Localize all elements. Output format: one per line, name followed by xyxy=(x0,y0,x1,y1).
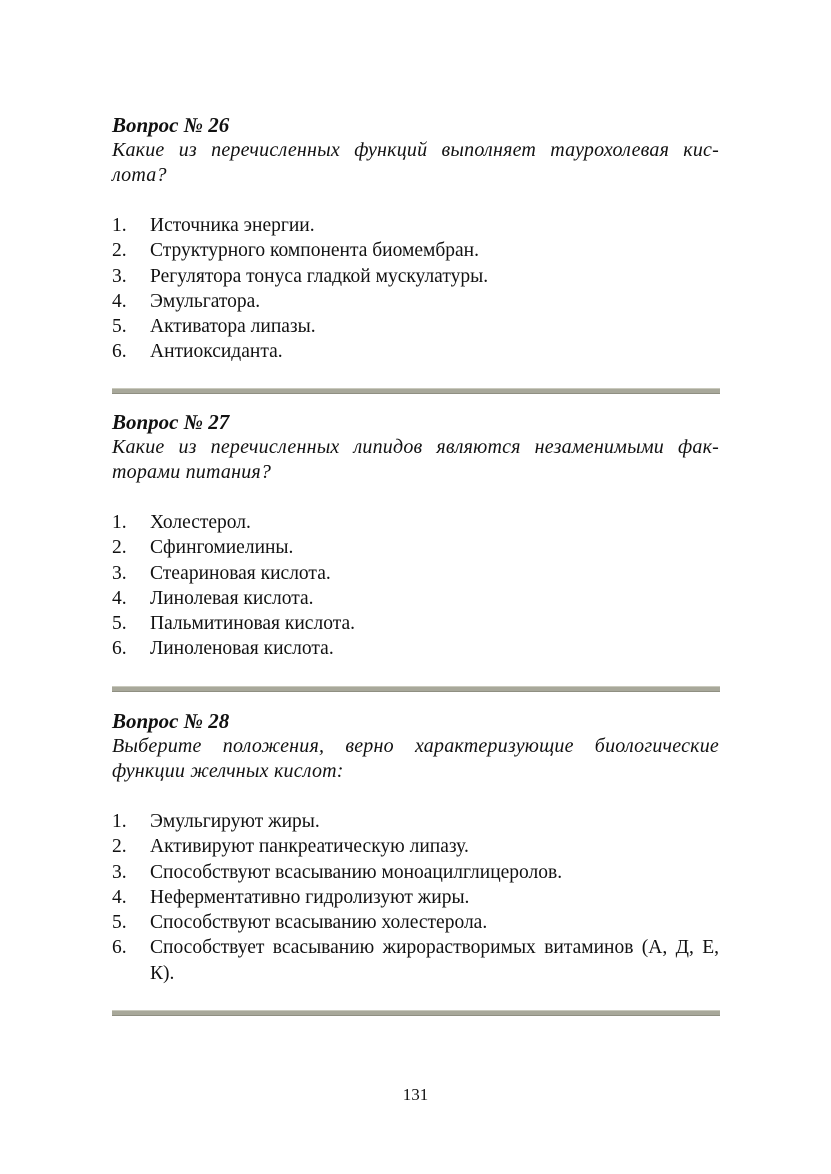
answer-number: 2. xyxy=(112,836,127,858)
question-title: Вопрос № 28 xyxy=(112,709,230,733)
answer-number: 3. xyxy=(112,562,127,584)
answer-item xyxy=(112,611,719,636)
answer-text: Источника энергии. xyxy=(150,215,315,236)
answer-text: Пальмитиновая кислота. xyxy=(150,613,355,635)
section-divider xyxy=(112,388,720,394)
question-text: Какие из перечисленных функций выполняет таурохолевая кис-лота? xyxy=(112,139,719,186)
answer-item xyxy=(112,809,719,834)
question-title: Вопрос № 26 xyxy=(112,113,230,137)
question-28 xyxy=(112,708,719,986)
answer-item xyxy=(112,289,719,314)
answer-text: Способствует всасыванию жирорастворимых витаминов (А, Д, Е, К). xyxy=(150,937,719,984)
answer-item xyxy=(112,586,719,611)
answer-item xyxy=(112,238,719,263)
answer-item xyxy=(112,314,719,339)
answer-item xyxy=(112,834,719,859)
answer-text: Стеариновая кислота. xyxy=(150,562,331,584)
answer-text: Активируют панкреатическую липазу. xyxy=(150,836,469,858)
answer-text: Способствуют всасыванию холестерола. xyxy=(150,912,488,934)
answer-number: 6. xyxy=(112,341,127,363)
answer-text: Способствуют всасыванию моноацилглицеролов. xyxy=(150,861,563,883)
answer-list xyxy=(112,213,719,365)
answer-number: 5. xyxy=(112,912,127,934)
answer-number: 5. xyxy=(112,316,127,338)
answer-text: Структурного компонента биомембран. xyxy=(150,240,479,262)
answer-item xyxy=(112,510,719,535)
answer-number: 1. xyxy=(112,215,127,236)
answer-number: 3. xyxy=(112,265,127,287)
answer-number: 4. xyxy=(112,886,127,908)
answer-text: Регулятора тонуса гладкой мускулатуры. xyxy=(150,265,489,287)
answer-number: 1. xyxy=(112,811,127,832)
answer-text: Антиоксиданта. xyxy=(150,341,283,363)
answer-number: 6. xyxy=(112,937,127,959)
answer-number: 3. xyxy=(112,861,127,883)
answer-item xyxy=(112,264,719,289)
answer-item xyxy=(112,339,719,364)
answer-item xyxy=(112,535,719,560)
answer-number: 4. xyxy=(112,290,127,312)
answer-text: Эмульгируют жиры. xyxy=(150,811,320,832)
section-divider xyxy=(112,1010,720,1016)
question-text: Выберите положения, верно характеризующие биологические функции желчных кислот: xyxy=(112,735,719,782)
question-26 xyxy=(112,112,719,365)
question-27 xyxy=(112,409,719,662)
answer-number: 4. xyxy=(112,587,127,609)
answer-item xyxy=(112,213,719,238)
answer-item xyxy=(112,636,719,661)
answer-text: Активатора липазы. xyxy=(150,316,316,338)
answer-number: 5. xyxy=(112,613,127,635)
answer-text: Неферментативно гидролизуют жиры. xyxy=(150,886,470,908)
answer-list xyxy=(112,809,719,986)
answer-text: Эмульгатора. xyxy=(150,290,261,312)
answer-text: Сфингомиелины. xyxy=(150,537,294,559)
answer-item xyxy=(112,860,719,885)
answer-text: Линолевая кислота. xyxy=(150,587,314,609)
answer-number: 2. xyxy=(112,537,127,559)
question-title: Вопрос № 27 xyxy=(112,410,230,434)
question-text: Какие из перечисленных липидов являются незаменимыми фак-торами питания? xyxy=(112,436,719,483)
answer-item xyxy=(112,910,719,935)
answer-list xyxy=(112,510,719,662)
answer-number: 2. xyxy=(112,240,127,262)
answer-item xyxy=(112,561,719,586)
answer-number: 1. xyxy=(112,512,127,533)
answer-item xyxy=(112,885,719,910)
section-divider xyxy=(112,686,720,692)
page-number: 131 xyxy=(402,1085,429,1104)
answer-item xyxy=(112,935,719,986)
answer-text: Линоленовая кислота. xyxy=(150,638,334,660)
answer-number: 6. xyxy=(112,638,127,660)
answer-text: Холестерол. xyxy=(150,512,251,533)
